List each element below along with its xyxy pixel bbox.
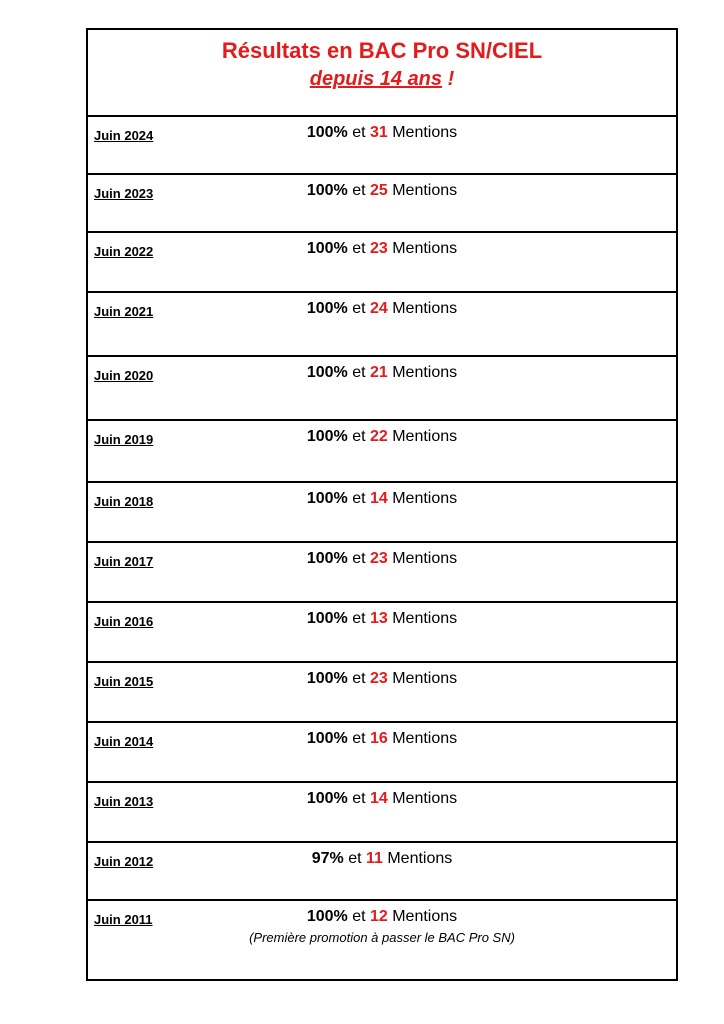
- row-year: Juin 2013: [94, 794, 154, 809]
- row-result: [88, 729, 676, 749]
- row-result: [88, 609, 676, 629]
- row-year: Juin 2020: [94, 368, 154, 383]
- row-result: [88, 549, 676, 569]
- success-rate: 100%: [306, 908, 348, 925]
- mentions-count: 23: [369, 670, 388, 687]
- table-header: [88, 30, 676, 117]
- connector: et: [347, 364, 370, 381]
- success-rate: 100%: [306, 490, 348, 507]
- success-rate: 100%: [306, 550, 348, 567]
- mentions-label: Mentions: [387, 670, 458, 687]
- result-row-2021: [88, 293, 676, 357]
- result-row-2024: [88, 117, 676, 175]
- mentions-count: 23: [369, 240, 388, 257]
- success-rate: 100%: [306, 364, 348, 381]
- mentions-label: Mentions: [387, 610, 458, 627]
- mentions-label: Mentions: [387, 124, 458, 141]
- connector: et: [343, 850, 366, 867]
- mentions-label: Mentions: [382, 850, 453, 867]
- row-year: Juin 2021: [94, 304, 154, 319]
- success-rate: 100%: [306, 300, 348, 317]
- mentions-label: Mentions: [387, 300, 458, 317]
- row-result: [88, 239, 676, 259]
- success-rate: 100%: [306, 610, 348, 627]
- mentions-count: 12: [369, 908, 388, 925]
- row-year: Juin 2017: [94, 554, 154, 569]
- connector: et: [347, 550, 370, 567]
- mentions-label: Mentions: [387, 364, 458, 381]
- row-year: Juin 2024: [94, 128, 154, 143]
- row-result: [88, 299, 676, 319]
- result-row-2014: [88, 723, 676, 783]
- row-year: Juin 2022: [94, 244, 154, 259]
- row-result: [88, 489, 676, 509]
- success-rate: 100%: [306, 240, 348, 257]
- results-table: [86, 28, 678, 981]
- row-result: [88, 849, 676, 869]
- page-title: Résultats en BAC Pro SN/CIEL: [221, 38, 543, 63]
- success-rate: 100%: [306, 182, 348, 199]
- mentions-count: 31: [369, 124, 388, 141]
- mentions-count: 21: [369, 364, 388, 381]
- row-year: Juin 2015: [94, 674, 154, 689]
- connector: et: [347, 730, 370, 747]
- row-year: Juin 2016: [94, 614, 154, 629]
- result-row-2016: [88, 603, 676, 663]
- result-row-2017: [88, 543, 676, 603]
- result-row-2020: [88, 357, 676, 421]
- row-year: Juin 2012: [94, 854, 154, 869]
- mentions-count: 11: [365, 850, 383, 867]
- connector: et: [347, 240, 370, 257]
- mentions-label: Mentions: [387, 240, 458, 257]
- mentions-label: Mentions: [387, 790, 458, 807]
- mentions-label: Mentions: [387, 182, 458, 199]
- row-result: [88, 427, 676, 447]
- row-result: [88, 363, 676, 383]
- result-row-2015: [88, 663, 676, 723]
- subtitle-end: !: [442, 68, 455, 90]
- row-year: Juin 2014: [94, 734, 154, 749]
- connector: et: [347, 908, 370, 925]
- success-rate: 100%: [306, 670, 348, 687]
- row-result: [88, 789, 676, 809]
- mentions-label: Mentions: [387, 490, 458, 507]
- page-subtitle: [88, 66, 676, 92]
- row-year: Juin 2023: [94, 186, 154, 201]
- result-row-2019: [88, 421, 676, 483]
- mentions-count: 13: [369, 610, 388, 627]
- result-row-2011: [88, 901, 676, 981]
- success-rate: 100%: [306, 428, 348, 445]
- mentions-count: 16: [369, 730, 388, 747]
- mentions-count: 25: [369, 182, 388, 199]
- result-row-2023: [88, 175, 676, 233]
- success-rate: 100%: [306, 790, 348, 807]
- connector: et: [347, 428, 370, 445]
- row-result: [88, 123, 676, 143]
- subtitle-main: depuis 14 ans: [309, 68, 443, 90]
- mentions-count: 14: [369, 790, 388, 807]
- row-result: [88, 181, 676, 201]
- result-row-2022: [88, 233, 676, 293]
- result-row-2013: [88, 783, 676, 843]
- connector: et: [347, 124, 370, 141]
- connector: et: [347, 300, 370, 317]
- row-year: Juin 2018: [94, 494, 154, 509]
- connector: et: [347, 610, 370, 627]
- success-rate: 100%: [306, 124, 348, 141]
- result-row-2018: [88, 483, 676, 543]
- mentions-label: Mentions: [387, 428, 458, 445]
- mentions-label: Mentions: [387, 730, 458, 747]
- mentions-count: 24: [369, 300, 388, 317]
- connector: et: [347, 790, 370, 807]
- mentions-label: Mentions: [387, 550, 458, 567]
- success-rate: 97%: [311, 850, 344, 867]
- mentions-count: 14: [369, 490, 388, 507]
- mentions-count: 22: [369, 428, 388, 445]
- row-result: [88, 907, 676, 927]
- first-promotion-note: (Première promotion à passer le BAC Pro SN): [249, 930, 515, 945]
- mentions-label: Mentions: [387, 908, 458, 925]
- result-row-2012: [88, 843, 676, 901]
- row-year: Juin 2011: [94, 912, 153, 927]
- connector: et: [347, 670, 370, 687]
- row-result: [88, 669, 676, 689]
- connector: et: [347, 490, 370, 507]
- connector: et: [347, 182, 370, 199]
- mentions-count: 23: [369, 550, 388, 567]
- row-year: Juin 2019: [94, 432, 154, 447]
- success-rate: 100%: [306, 730, 348, 747]
